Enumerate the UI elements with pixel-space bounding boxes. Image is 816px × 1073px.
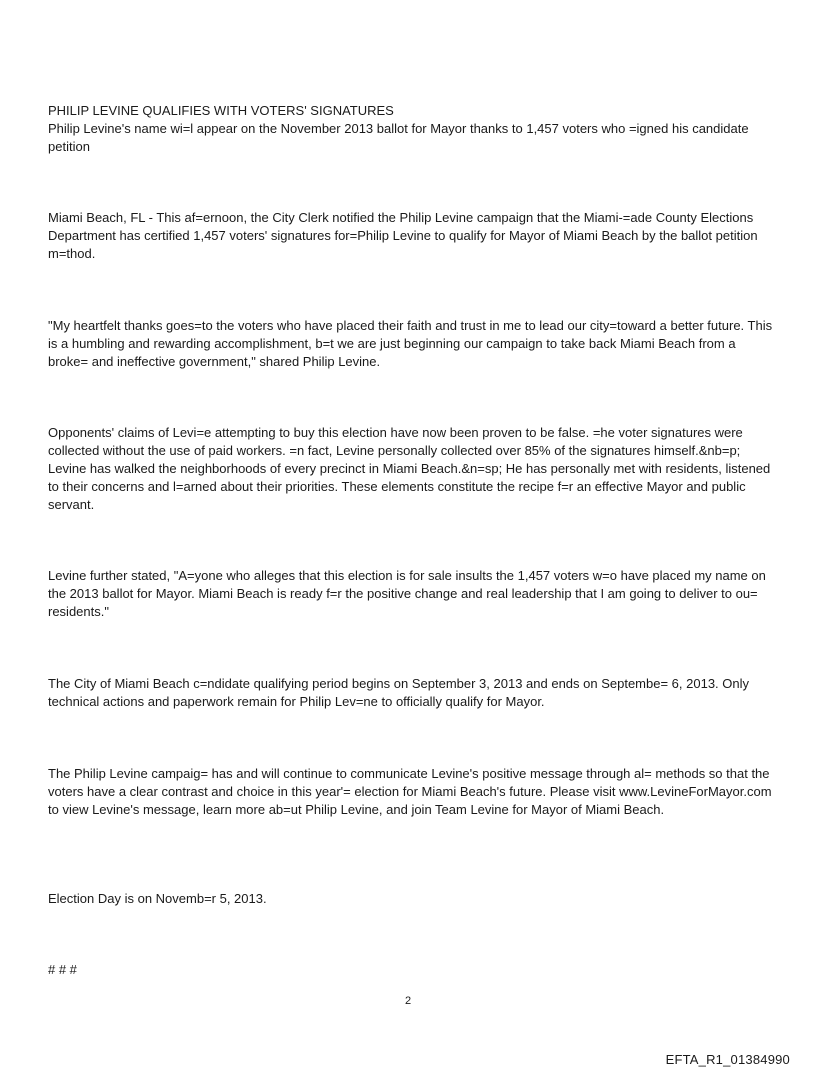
paragraph-announcement: Miami Beach, FL - This af=ernoon, the City Clerk notified the Philip Levine campaign that the Miami-=ade County Elections Department has certified 1,457 voters' signatures for=Philip Levine to qualify for Mayor of Miami Beach by the ballot petition m=thod. (48, 210, 758, 261)
page-number: 2 (404, 995, 412, 1007)
paragraph-election-day: Election Day is on Novemb=r 5, 2013. (48, 891, 267, 906)
subheadline: Philip Levine's name wi=l appear on the November 2013 ballot for Mayor thanks to 1,457 voters who =igned his candidate petition (48, 121, 749, 154)
headline: PHILIP LEVINE QUALIFIES WITH VOTERS' SIGNATURES (48, 103, 394, 118)
paragraph-qualifying-period: The City of Miami Beach c=ndidate qualifying period begins on September 3, 2013 and ends on Septembe= 6, 2013. Only technical actions and paperwork remain for Philip Lev=ne to officially qualify for Mayor. (48, 676, 750, 709)
end-marker: # # # (48, 962, 77, 977)
paragraph-further-statement: Levine further stated, "A=yone who alleges that this election is for sale insults the 1,457 voters w=o have placed my name on the 2013 ballot for Mayor. Miami Beach is ready f=r the positive change and real leadership that I am going to deliver to ou= residents." (48, 568, 766, 619)
paragraph-opponents: Opponents' claims of Levi=e attempting to buy this election have now been proven to be false. =he voter signatures were collected without the use of paid workers. =n fact, Levine personally collected over 85% of the signatures himself.&nb=p; Levine has walked the neighborhoods of every precinct in Miami Beach.&n=sp; He has personally met with residents, listened to their concerns and l=arned about their priorities. These elements constitute the recipe f=r an effective Mayor and public servant. (48, 425, 771, 512)
document-id: EFTA_R1_01384990 (665, 1052, 790, 1067)
paragraph-campaign: The Philip Levine campaig= has and will continue to communicate Levine's positive message through al= methods so that the voters have a clear contrast and choice in this year'= election for Miami Beach's future. Please visit www.LevineForMayor.com to view Levine's message, learn more ab=ut Philip Levine, and join Team Levine for Mayor of Miami Beach. (48, 766, 772, 817)
paragraph-quote: "My heartfelt thanks goes=to the voters who have placed their faith and trust in me to lead our city=toward a better future. This is a humbling and rewarding accomplishment, b=t we are just beginning our campaign to take back Miami Beach from a broke= and ineffective government," shared Philip Levine. (48, 318, 773, 369)
